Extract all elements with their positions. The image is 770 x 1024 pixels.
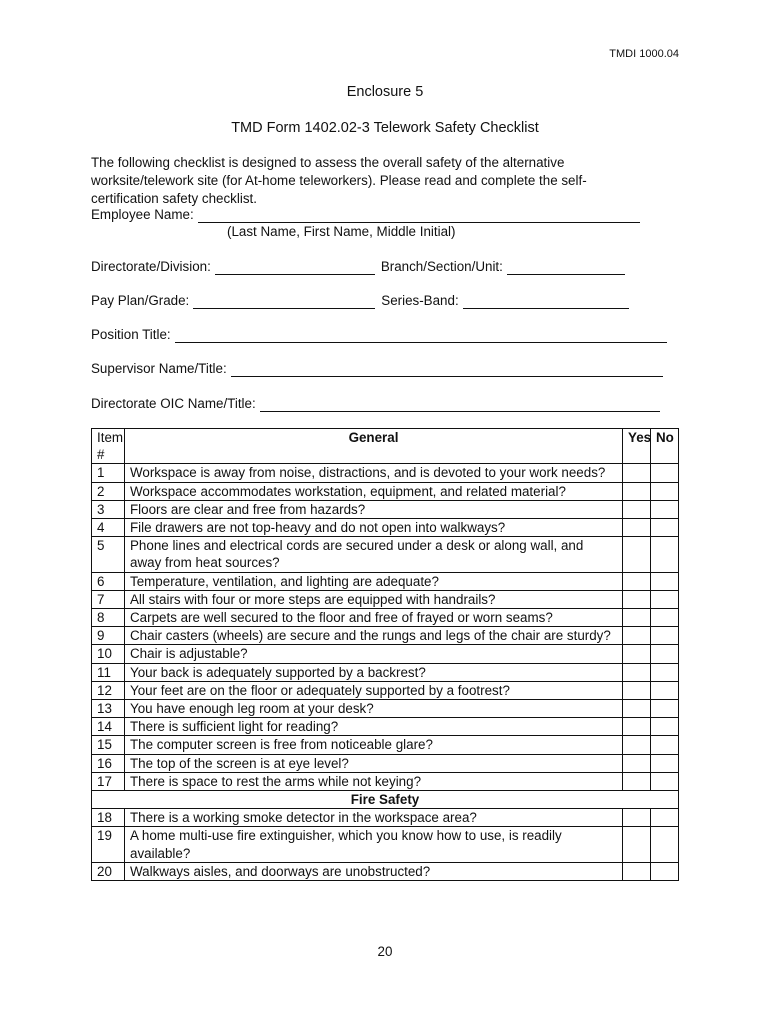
table-row	[92, 482, 679, 500]
fire-safety-label: Fire Safety	[92, 791, 679, 809]
table-row	[92, 700, 679, 718]
series-band-label: Series-Band:	[381, 293, 459, 308]
item-question: The computer screen is free from noticeable glare?	[125, 736, 623, 754]
item-number: 15	[92, 736, 125, 754]
position-title-line[interactable]	[175, 328, 667, 343]
yes-checkbox-cell[interactable]	[623, 590, 651, 608]
yes-checkbox-cell[interactable]	[623, 500, 651, 518]
pay-plan-grade-line[interactable]	[193, 294, 375, 309]
no-checkbox-cell[interactable]	[651, 718, 679, 736]
no-checkbox-cell[interactable]	[651, 700, 679, 718]
item-number: 14	[92, 718, 125, 736]
yes-checkbox-cell[interactable]	[623, 827, 651, 862]
item-question: Phone lines and electrical cords are secured under a desk or along wall, and away from heat sources?	[125, 537, 623, 572]
item-question: File drawers are not top-heavy and do not open into walkways?	[125, 519, 623, 537]
item-question: There is a working smoke detector in the workspace area?	[125, 809, 623, 827]
no-checkbox-cell[interactable]	[651, 862, 679, 880]
no-checkbox-cell[interactable]	[651, 663, 679, 681]
yes-checkbox-cell[interactable]	[623, 537, 651, 572]
table-row	[92, 681, 679, 699]
item-number: 13	[92, 700, 125, 718]
item-question: Chair casters (wheels) are secure and the rungs and legs of the chair are sturdy?	[125, 627, 623, 645]
no-checkbox-cell[interactable]	[651, 572, 679, 590]
item-question: Temperature, ventilation, and lighting are adequate?	[125, 572, 623, 590]
table-row	[92, 572, 679, 590]
employee-name-label: Employee Name:	[91, 207, 194, 222]
item-number: 1	[92, 464, 125, 482]
item-question: All stairs with four or more steps are equipped with handrails?	[125, 590, 623, 608]
no-checkbox-cell[interactable]	[651, 681, 679, 699]
enclosure-title: Enclosure 5	[346, 84, 424, 100]
position-title-label: Position Title:	[91, 327, 171, 342]
yes-checkbox-cell[interactable]	[623, 809, 651, 827]
item-number: 4	[92, 519, 125, 537]
directorate-oic-line[interactable]	[260, 397, 660, 412]
pay-plan-row	[91, 293, 629, 309]
supervisor-name-title-line[interactable]	[231, 362, 663, 377]
no-checkbox-cell[interactable]	[651, 809, 679, 827]
no-checkbox-cell[interactable]	[651, 590, 679, 608]
employee-name-hint: (Last Name, First Name, Middle Initial)	[227, 224, 456, 239]
no-checkbox-cell[interactable]	[651, 609, 679, 627]
intro-paragraph: The following checklist is designed to assess the overall safety of the alternative worksite/telework site (for At-home teleworkers). Please read and complete the self-certification safety checklist.	[91, 155, 587, 206]
document-id: TMDI 1000.04	[609, 48, 679, 60]
yes-checkbox-cell[interactable]	[623, 681, 651, 699]
item-question: You have enough leg room at your desk?	[125, 700, 623, 718]
no-checkbox-cell[interactable]	[651, 500, 679, 518]
section-row	[92, 791, 679, 809]
supervisor-name-title-label: Supervisor Name/Title:	[91, 361, 227, 376]
table-row	[92, 754, 679, 772]
safety-checklist-table	[91, 428, 679, 881]
item-number: 12	[92, 681, 125, 699]
table-row	[92, 862, 679, 880]
branch-section-unit-label: Branch/Section/Unit:	[380, 259, 503, 274]
table-row	[92, 627, 679, 645]
table-row	[92, 663, 679, 681]
item-question: Your back is adequately supported by a backrest?	[125, 663, 623, 681]
no-checkbox-cell[interactable]	[651, 627, 679, 645]
item-question: Carpets are well secured to the floor and free of frayed or worn seams?	[125, 609, 623, 627]
table-row	[92, 809, 679, 827]
item-question: Workspace is away from noise, distractions, and is devoted to your work needs?	[125, 464, 623, 482]
no-checkbox-cell[interactable]	[651, 772, 679, 790]
series-band-line[interactable]	[463, 294, 629, 309]
no-checkbox-cell[interactable]	[651, 736, 679, 754]
item-question: There is space to rest the arms while not keying?	[125, 772, 623, 790]
position-title-field[interactable]	[91, 327, 667, 343]
item-number: 3	[92, 500, 125, 518]
yes-checkbox-cell[interactable]	[623, 736, 651, 754]
item-number: 7	[92, 590, 125, 608]
item-question: Chair is adjustable?	[125, 645, 623, 663]
directorate-division-label: Directorate/Division:	[91, 259, 211, 274]
pay-plan-grade-label: Pay Plan/Grade:	[91, 293, 190, 308]
item-number: 5	[92, 537, 125, 572]
table-row	[92, 736, 679, 754]
item-number: 10	[92, 645, 125, 663]
branch-section-unit-line[interactable]	[507, 260, 625, 275]
yes-checkbox-cell[interactable]	[623, 482, 651, 500]
employee-name-field[interactable]	[91, 207, 640, 223]
item-number: 8	[92, 609, 125, 627]
item-question: Floors are clear and free from hazards?	[125, 500, 623, 518]
item-question: Workspace accommodates workstation, equipment, and related material?	[125, 482, 623, 500]
fire-safety-section	[92, 809, 679, 881]
item-number: 19	[92, 827, 125, 862]
yes-checkbox-cell[interactable]	[623, 862, 651, 880]
yes-checkbox-cell[interactable]	[623, 609, 651, 627]
item-number: 9	[92, 627, 125, 645]
table-row	[92, 772, 679, 790]
table-row	[92, 827, 679, 862]
table-header-row	[92, 429, 679, 464]
fire-safety-section-header	[92, 791, 679, 809]
no-checkbox-cell[interactable]	[651, 464, 679, 482]
item-question: A home multi-use fire extinguisher, which you know how to use, is readily available?	[125, 827, 623, 862]
yes-header: Yes	[623, 429, 651, 464]
item-number: 18	[92, 809, 125, 827]
no-checkbox-cell[interactable]	[651, 519, 679, 537]
item-question: The top of the screen is at eye level?	[125, 754, 623, 772]
table-row	[92, 537, 679, 572]
directorate-division-row	[91, 259, 625, 275]
item-question: Your feet are on the floor or adequately supported by a footrest?	[125, 681, 623, 699]
yes-checkbox-cell[interactable]	[623, 700, 651, 718]
item-question: There is sufficient light for reading?	[125, 718, 623, 736]
yes-checkbox-cell[interactable]	[623, 645, 651, 663]
table-row	[92, 500, 679, 518]
item-number: 6	[92, 572, 125, 590]
yes-checkbox-cell[interactable]	[623, 772, 651, 790]
no-checkbox-cell[interactable]	[651, 482, 679, 500]
yes-checkbox-cell[interactable]	[623, 718, 651, 736]
item-number: 16	[92, 754, 125, 772]
no-checkbox-cell[interactable]	[651, 537, 679, 572]
yes-checkbox-cell[interactable]	[623, 519, 651, 537]
directorate-division-line[interactable]	[215, 260, 375, 275]
item-number: 17	[92, 772, 125, 790]
no-header: No	[651, 429, 679, 464]
item-number: 20	[92, 862, 125, 880]
no-checkbox-cell[interactable]	[651, 827, 679, 862]
page-number: 20	[377, 944, 393, 959]
directorate-oic-label: Directorate OIC Name/Title:	[91, 396, 256, 411]
supervisor-field[interactable]	[91, 361, 663, 377]
general-header: General	[125, 429, 623, 464]
yes-checkbox-cell[interactable]	[623, 754, 651, 772]
table-row	[92, 590, 679, 608]
yes-checkbox-cell[interactable]	[623, 464, 651, 482]
item-question: Walkways aisles, and doorways are unobstructed?	[125, 862, 623, 880]
employee-name-line[interactable]	[198, 208, 640, 223]
table-row	[92, 645, 679, 663]
table-row	[92, 609, 679, 627]
no-checkbox-cell[interactable]	[651, 754, 679, 772]
item-number: 2	[92, 482, 125, 500]
form-title: TMD Form 1402.02-3 Telework Safety Checklist	[231, 120, 539, 136]
yes-checkbox-cell[interactable]	[623, 572, 651, 590]
table-row	[92, 718, 679, 736]
yes-checkbox-cell[interactable]	[623, 663, 651, 681]
no-checkbox-cell[interactable]	[651, 645, 679, 663]
yes-checkbox-cell[interactable]	[623, 627, 651, 645]
item-number: 11	[92, 663, 125, 681]
table-row	[92, 464, 679, 482]
directorate-oic-field[interactable]	[91, 396, 660, 412]
table-row	[92, 519, 679, 537]
general-section	[92, 464, 679, 791]
item-number-header: Item #	[92, 429, 125, 464]
